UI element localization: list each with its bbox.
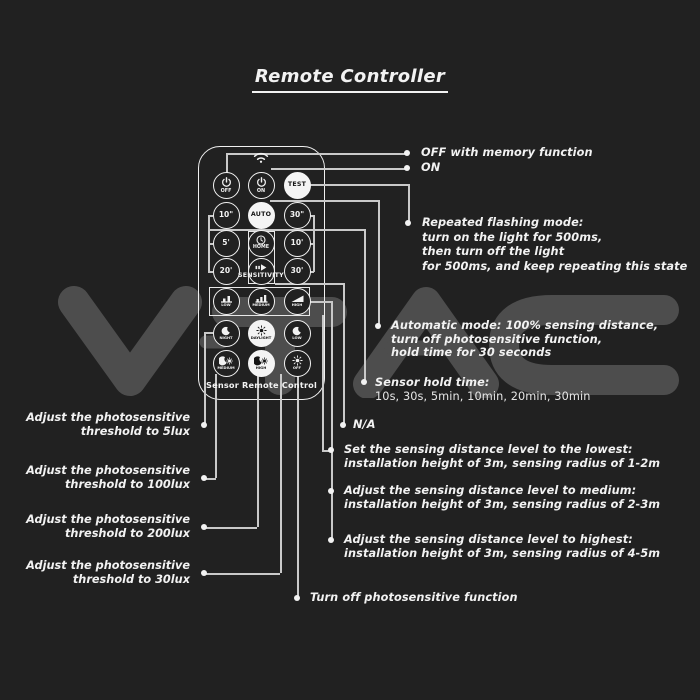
remote-button-10-r3[interactable] — [284, 230, 311, 257]
clock-icon — [256, 235, 266, 245]
connector-bullet — [361, 379, 367, 385]
connector-bullet — [201, 570, 207, 576]
connector-line — [364, 229, 366, 380]
remote-button-on-r1[interactable] — [248, 172, 275, 199]
connector-line — [257, 374, 259, 527]
annotation-line: threshold to 200lux — [65, 527, 190, 540]
ramp-icon — [291, 294, 304, 303]
annotation-line: turn on the light for 500ms, — [422, 230, 603, 244]
connector-line — [378, 200, 380, 324]
remote-button-30-r4[interactable] — [284, 258, 311, 285]
remote-button-label: OFF — [220, 187, 232, 194]
remote-button-label: OFF — [292, 366, 302, 371]
remote-button-test-r1[interactable] — [284, 172, 311, 199]
connector-line — [343, 283, 345, 423]
moon-sun-icon — [219, 356, 233, 366]
bars-med-icon — [255, 294, 268, 303]
remote-button-sensitivity-r4[interactable] — [238, 258, 284, 285]
connector-bullet — [404, 150, 410, 156]
remote-button-5-r3[interactable] — [213, 230, 240, 257]
annotation-photo-off — [310, 591, 518, 605]
remote-button-home-r3[interactable] — [248, 230, 275, 257]
annotation-line: Adjust the photosensitive — [26, 411, 190, 424]
connector-line — [206, 573, 280, 575]
annotation-line: Adjust the photosensitive — [26, 559, 190, 572]
remote-button-label: DAYLIGHT — [250, 336, 272, 341]
remote-button-low-r5[interactable] — [213, 288, 240, 315]
annotation-line: Adjust the photosensitive — [26, 464, 190, 477]
annotation-line: Sensor hold time: — [375, 376, 490, 389]
remote-button-label: HIGH — [291, 303, 303, 308]
page-title: Remote Controller — [0, 66, 700, 93]
annotation-line: Repeated flashing mode: — [422, 216, 584, 229]
bars-low-icon — [220, 294, 233, 303]
remote-button-label: LOW — [221, 303, 231, 308]
power-icon — [256, 177, 267, 188]
moon-sun-icon — [254, 356, 268, 366]
remote-button-label: 10" — [218, 210, 234, 220]
annotation-line: OFF with memory function — [421, 146, 593, 159]
annotation-lux-100 — [5, 464, 190, 492]
connector-line — [204, 332, 206, 423]
remote-button-label: NIGHT — [219, 335, 233, 340]
connector-bullet — [201, 422, 207, 428]
remote-button-label: AUTO — [250, 210, 272, 218]
connector-line — [270, 200, 378, 202]
annotation-line: Adjust the sensing distance level to highest: — [344, 533, 633, 546]
annotation-line: turn off photosensitive function, — [391, 332, 603, 346]
annotation-distance-highest — [344, 533, 660, 561]
annotation-off-memory — [421, 146, 593, 160]
remote-button-label: 30' — [290, 266, 304, 276]
connector-bullet — [328, 447, 334, 453]
sun-icon — [292, 355, 303, 366]
annotation-line: threshold to 5lux — [80, 425, 190, 438]
connector-bullet — [201, 475, 207, 481]
annotation-hold-time — [375, 376, 590, 404]
annotation-lux-200 — [5, 513, 190, 541]
connector-line — [206, 478, 216, 480]
remote-button-label: 5' — [222, 238, 230, 248]
remote-button-label: SENSITIVITY — [238, 271, 284, 279]
remote-button-medium-r5[interactable] — [248, 288, 275, 315]
annotation-distance-medium — [344, 484, 660, 512]
arrow-icon — [255, 263, 268, 272]
annotation-on — [421, 161, 440, 175]
connector-line — [271, 168, 407, 170]
remote-button-label: HOME — [252, 245, 270, 251]
connector-bullet — [405, 220, 411, 226]
remote-button-label: MEDIUM — [217, 365, 235, 370]
remote-button-medium-r7[interactable] — [213, 350, 240, 377]
annotation-line: Turn off photosensitive function — [310, 591, 518, 604]
annotation-line: hold time for 30 seconds — [391, 346, 552, 359]
connector-bullet — [340, 422, 346, 428]
annotation-line: then turn off the light — [422, 245, 565, 259]
annotation-line: installation height of 3m, sensing radius of 1-2m — [344, 457, 661, 470]
annotation-line: threshold to 100lux — [65, 478, 190, 491]
connector-line — [206, 527, 257, 529]
annotation-distance-lowest — [344, 443, 660, 471]
connector-line — [226, 153, 228, 174]
annotation-flashing — [422, 216, 687, 274]
connector-bullet — [294, 595, 300, 601]
remote-button-low-r6[interactable] — [284, 320, 311, 347]
remote-button-auto-r2[interactable] — [248, 202, 275, 229]
annotation-automatic — [391, 319, 658, 360]
annotation-subline: 10s, 30s, 5min, 10min, 20min, 30min — [375, 390, 591, 403]
connector-line — [331, 301, 333, 539]
connector-line — [408, 184, 410, 222]
connector-line — [309, 184, 408, 186]
annotation-lux-30 — [5, 559, 190, 587]
connector-line — [297, 374, 299, 596]
remote-button-10-r2[interactable] — [213, 202, 240, 229]
remote-button-night-r6[interactable] — [213, 320, 240, 347]
connector-bullet — [328, 537, 334, 543]
remote-button-high-r7[interactable] — [248, 350, 275, 377]
annotation-line: for 500ms, and keep repeating this state — [422, 259, 688, 273]
annotation-line: Adjust the photosensitive — [26, 513, 190, 526]
remote-button-label: HIGH — [255, 365, 267, 370]
remote-button-30-r2[interactable] — [284, 202, 311, 229]
annotation-line: installation height of 3m, sensing radius of 4-5m — [344, 547, 661, 560]
remote-button-label: 20' — [219, 266, 233, 276]
connector-line — [310, 301, 331, 303]
annotation-line: threshold to 30lux — [72, 573, 190, 586]
remote-button-20-r4[interactable] — [213, 258, 240, 285]
annotation-line: Automatic mode: 100% sensing distance, — [391, 319, 659, 332]
remote-button-label: MEDIUM — [252, 303, 270, 308]
remote-button-off-r1[interactable] — [213, 172, 240, 199]
annotation-line: N/A — [353, 418, 376, 431]
moon-icon — [221, 326, 231, 336]
connector-bullet — [404, 165, 410, 171]
remote-button-off-r7[interactable] — [284, 350, 311, 377]
sun-icon — [256, 325, 267, 336]
remote-button-label: LOW — [292, 335, 302, 340]
remote-button-high-r5[interactable] — [284, 288, 311, 315]
remote-button-label: 10' — [290, 238, 304, 248]
annotation-line: Set the sensing distance level to the lowest: — [344, 443, 633, 456]
annotation-lux-5 — [5, 411, 190, 439]
wifi-signal-icon — [252, 150, 270, 164]
connector-bullet — [375, 323, 381, 329]
remote-button-daylight-r6[interactable] — [248, 320, 275, 347]
remote-button-label: ON — [256, 187, 266, 194]
connector-bullet — [328, 488, 334, 494]
connector-line — [275, 283, 343, 285]
annotation-line: ON — [421, 161, 441, 174]
annotation-line: Adjust the sensing distance level to medium: — [344, 484, 637, 497]
annotation-line: installation height of 3m, sensing radius of 2-3m — [344, 498, 661, 511]
remote-button-label: TEST — [287, 180, 307, 188]
connector-bullet — [201, 524, 207, 530]
remote-bottom-label: Sensor Remote Control — [205, 380, 318, 390]
power-icon — [221, 177, 232, 188]
annotation-na — [353, 418, 376, 432]
moon-icon — [292, 326, 302, 336]
remote-button-label: 30" — [289, 210, 305, 220]
connector-line — [280, 374, 282, 573]
